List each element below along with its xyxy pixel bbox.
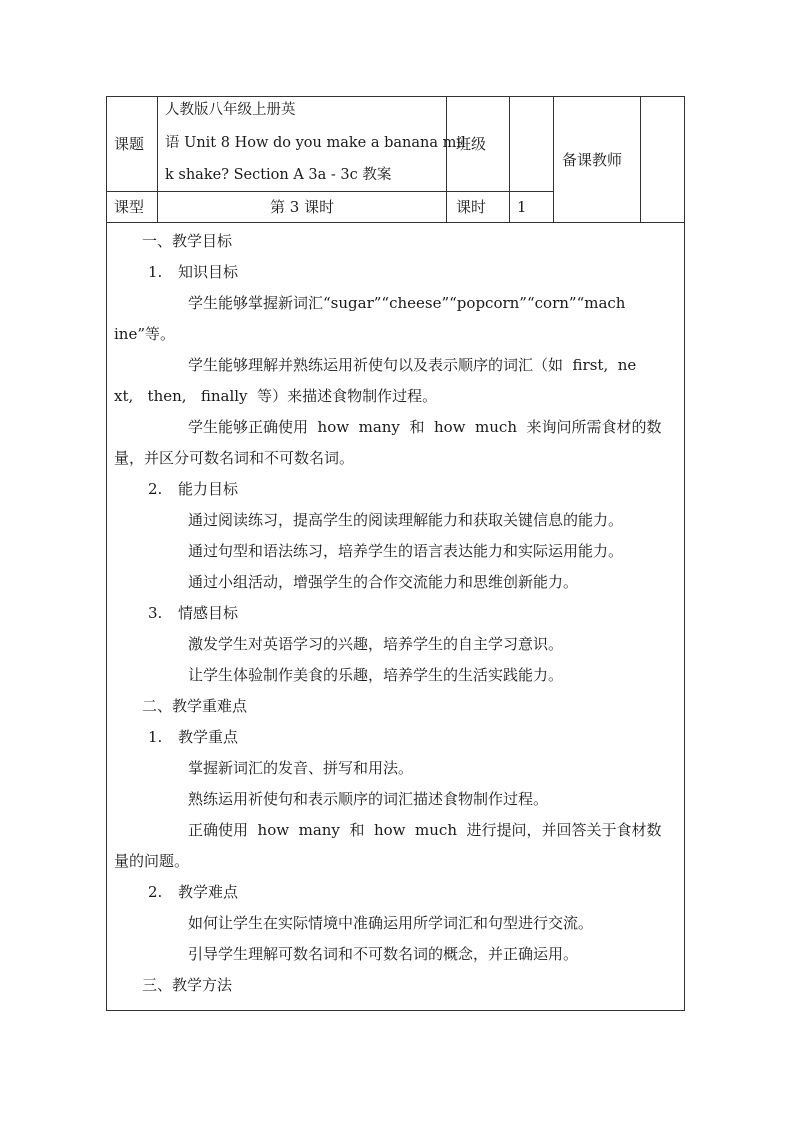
subsection-number: 3. xyxy=(148,604,163,622)
section-heading: 三、教学方法 xyxy=(142,976,233,994)
subsection-heading xyxy=(114,877,680,908)
type-label: 课型 xyxy=(114,198,145,216)
class-label: 班级 xyxy=(456,135,487,153)
lesson-title-line-2: 语 Unit 8 How do you make a banana mil xyxy=(165,134,466,151)
lesson-title-line-1: 人教版八年级上册英 xyxy=(165,102,296,118)
subsection-number: 2. xyxy=(148,480,163,498)
paragraph-line: 正确使用 how many 和 how much 进行提问，并回答关于食材数 xyxy=(188,821,662,839)
paragraph-line: 量，并区分可数名词和不可数名词。 xyxy=(114,449,355,467)
type-value: 第 3 课时 xyxy=(270,198,335,216)
paragraph-line: 掌握新词汇的发音、拼写和用法。 xyxy=(188,759,414,777)
paragraph-line: ine”等。 xyxy=(114,325,176,343)
subsection-title: 知识目标 xyxy=(178,263,239,281)
grid-line xyxy=(106,222,685,223)
teacher-label: 备课教师 xyxy=(562,151,623,169)
paragraph-line: 学生能够理解并熟练运用祈使句以及表示顺序的词汇（如 first, ne xyxy=(188,356,637,374)
paragraph-line: 通过句型和语法练习，培养学生的语言表达能力和实际运用能力。 xyxy=(188,542,624,560)
hours-label: 课时 xyxy=(456,198,487,216)
grid-line xyxy=(509,96,510,222)
subsection-title: 教学难点 xyxy=(178,883,239,901)
subsection-heading xyxy=(114,598,680,629)
section-heading: 一、教学目标 xyxy=(142,232,233,250)
lesson-title-line-3: k shake? Section A 3a - 3c 教案 xyxy=(165,167,392,183)
paragraph-line: 激发学生对英语学习的兴趣，培养学生的自主学习意识。 xyxy=(188,635,564,653)
subsection-heading xyxy=(114,474,680,505)
paragraph-line: 通过阅读练习，提高学生的阅读理解能力和获取关键信息的能力。 xyxy=(188,511,624,529)
subsection-number: 1. xyxy=(148,728,163,746)
paragraph-line: 量的问题。 xyxy=(114,852,190,870)
subsection-title: 教学重点 xyxy=(178,728,239,746)
grid-line xyxy=(157,96,158,222)
section-heading: 二、教学重难点 xyxy=(142,697,248,715)
grid-line xyxy=(553,96,554,222)
lesson-title xyxy=(165,94,466,192)
paragraph-line: 如何让学生在实际情境中准确运用所学词汇和句型进行交流。 xyxy=(188,914,594,932)
paragraph-line: 熟练运用祈使句和表示顺序的词汇描述食物制作过程。 xyxy=(188,790,549,808)
paragraph-line: 通过小组活动，增强学生的合作交流能力和思维创新能力。 xyxy=(188,573,579,591)
subsection-title: 能力目标 xyxy=(178,480,239,498)
paragraph-line: xt, then, finally 等）来描述食物制作过程。 xyxy=(114,387,438,405)
subsection-number: 2. xyxy=(148,883,163,901)
hours-value: 1 xyxy=(517,198,527,216)
paragraph-line: 学生能够正确使用 how many 和 how much 来询问所需食材的数 xyxy=(188,418,662,436)
subsection-number: 1. xyxy=(148,263,163,281)
subsection-heading xyxy=(114,257,680,288)
subject-label: 课题 xyxy=(114,135,145,153)
paragraph-line: 学生能够掌握新词汇“sugar”“cheese”“popcorn”“corn”“mach xyxy=(188,294,626,312)
grid-line xyxy=(640,96,641,222)
subsection-heading xyxy=(114,722,680,753)
paragraph-line: 让学生体验制作美食的乐趣，培养学生的生活实践能力。 xyxy=(188,666,564,684)
subsection-title: 情感目标 xyxy=(178,604,239,622)
lesson-body xyxy=(114,226,680,1001)
paragraph-line: 引导学生理解可数名词和不可数名词的概念，并正确运用。 xyxy=(188,945,579,963)
